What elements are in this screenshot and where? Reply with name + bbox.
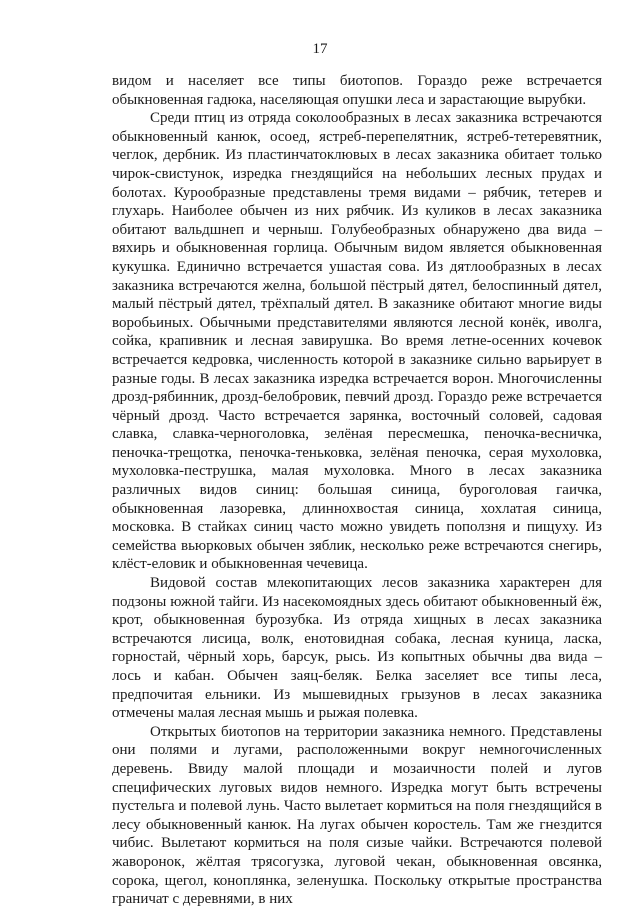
paragraph-open-habitats: Открытых биотопов на территории заказника немного. Представлены они полями и лугами, расположенными вокруг немногочисленных деревень. Ввиду малой площади и мозаичности полей и лугов специфических луговых видов немного. Изредка могут быть встречены пустельга и полевой лунь. Часто вылетает кормиться на поля гнездящийся в лесу обыкновенный канюк. На лугах обычен коростель. Там же гнездится чибис. Вылетают кормиться на поля сизые чайки. Встречаются полевой жаворонок, жёлтая трясогузка, луговой чекан, обыкновенная овсянка, сорока, щегол, коноплянка, зеленушка. Поскольку открытые пространства граничат с деревнями, в них [112, 723, 602, 908]
page-number: 17 [312, 41, 328, 57]
body-text [112, 72, 602, 909]
paragraph-birds: Среди птиц из отряда соколообразных в лесах заказника встречаются обыкновенный канюк, осоед, ястреб-перепелятник, ястреб-тетеревятник, чеглок, дербник. Из пластинчатоклювых в лесах заказника обитает только чирок-свистунок, изредка гнездящийся на небольших лесных прудах и болотах. Курообразные представлены тремя видами – рябчик, тетерев и глухарь. Наиболее обычен из них рябчик. Из куликов в лесах заказника обитают вальдшнеп и черныш. Голубеобразных обнаружено два вида – вяхирь и обыкновенная горлица. Обычным видом является обыкновенная кукушка. Единично встречается ушастая сова. Из дятлообразных в лесах заказника встречаются желна, большой пёстрый дятел, белоспинный дятел, малый пёстрый дятел, трёхпалый дятел. В заказнике обитают многие виды воробьиных. Обычными представителями являются лесной конёк, иволга, сойка, крапивник и лесная завирушка. Во время летне-осенних кочевок встречается кедровка, численность которой в заказнике сильно варьирует в разные годы. В лесах заказника изредка встречается ворон. Многочисленны дрозд-рябинник, дрозд-белобровик, певчий дрозд. Гораздо реже встречается чёрный дрозд. Часто встречается зарянка, восточный соловей, садовая славка, славка-черноголовка, зелёная пересмешка, пеночка-весничка, пеночка-трещотка, пеночка-теньковка, зелёная пеночка, серая мухоловка, мухоловка-пеструшка, малая мухоловка. Много в лесах заказника различных видов синиц: большая синица, буроголовая гаичка, обыкновенная лазоревка, длиннохвостая синица, хохлатая синица, московка. В стайках синиц часто можно увидеть поползня и пищуху. Из семейства вьюрковых обычен зяблик, несколько реже встречаются снегирь, клёст-еловик и обыкновенная чечевица. [112, 110, 602, 573]
paragraph-mammals: Видовой состав млекопитающих лесов заказника характерен для подзоны южной тайги. Из насекомоядных здесь обитают обыкновенный ёж, крот, обыкновенная бурозубка. Из отряда хищных в лесах заказника встречаются лисица, волк, енотовидная собака, лесная куница, ласка, горностай, чёрный хорь, барсук, рысь. Из копытных обычны два вида – лось и кабан. Обычен заяц-беляк. Белка заселяет все типы леса, предпочитая ельники. Из мышевидных грызунов в лесах заказника отмечены малая лесная мышь и рыжая полевка. [112, 575, 602, 722]
paragraph-reptiles-continued: видом и населяет все типы биотопов. Гораздо реже встречается обыкновенная гадюка, населяющая опушки леса и зарастающие вырубки. [112, 73, 602, 108]
